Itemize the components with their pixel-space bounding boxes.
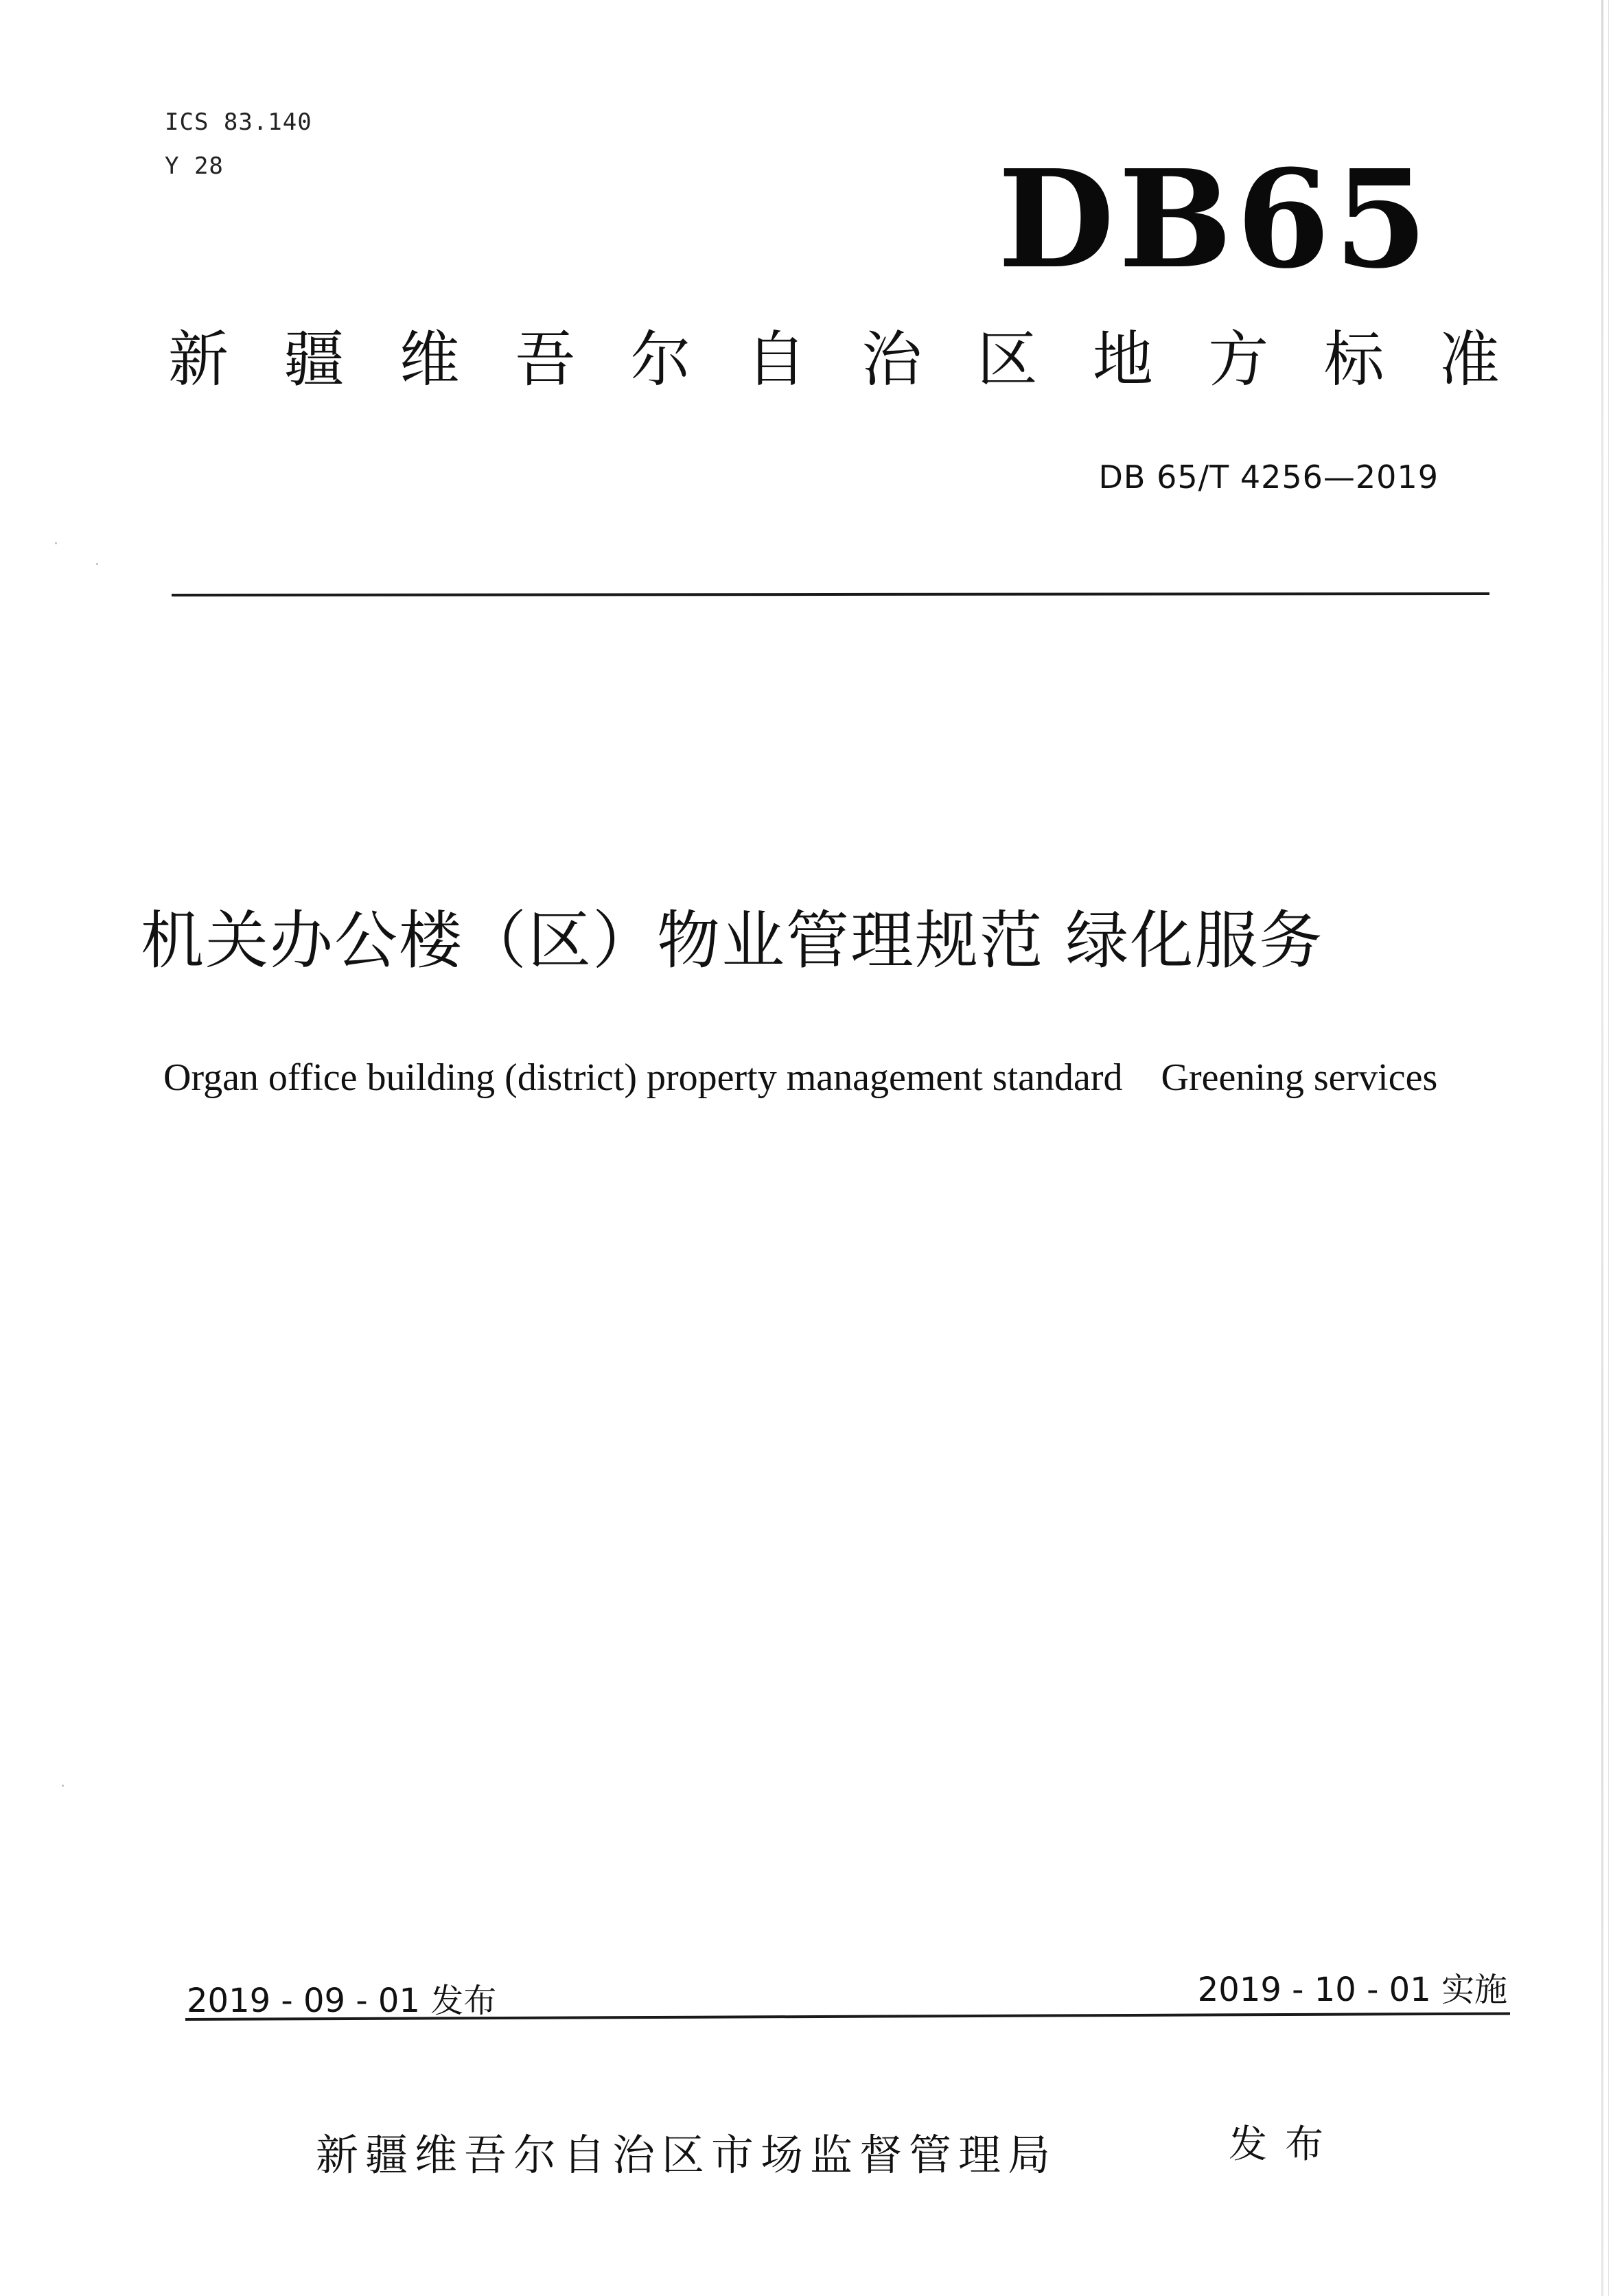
ics-code: ICS 83.140 <box>165 108 312 136</box>
standard-type-char: 尔 <box>630 324 691 395</box>
standard-logo: DB65 <box>997 141 1432 299</box>
title-english-main: Organ office building (district) property management standard <box>163 1056 1123 1099</box>
issue-date: 2019 - 09 - 01 发布 <box>187 1982 497 2020</box>
classification-code: Y 28 <box>165 152 224 180</box>
scan-edge-line <box>1608 0 1609 2296</box>
standard-type-char: 方 <box>1208 324 1269 395</box>
scan-speck <box>55 542 57 544</box>
implementation-date: 2019 - 10 - 01 实施 <box>1197 1971 1507 2009</box>
standard-type-char: 标 <box>1323 324 1384 395</box>
standard-type-char: 疆 <box>283 324 345 395</box>
scan-speck <box>96 563 98 565</box>
standard-type-char: 维 <box>399 324 460 395</box>
publish-label: 发布 <box>1229 2122 1341 2167</box>
standard-type-char: 区 <box>977 324 1038 395</box>
header-divider <box>172 592 1489 596</box>
title-english-sub: Greening services <box>1161 1056 1438 1099</box>
document-title-chinese: 机关办公楼（区）物业管理规范 绿化服务 <box>141 904 1324 977</box>
standard-number: DB 65/T 4256—2019 <box>1098 459 1439 496</box>
standard-type-char: 地 <box>1092 324 1153 395</box>
scan-speck <box>62 1785 64 1787</box>
scan-edge-shadow <box>1601 0 1603 2296</box>
standard-type-char: 新 <box>168 324 229 395</box>
standard-type-char: 治 <box>861 324 923 395</box>
publisher-name: 新疆维吾尔自治区市场监督管理局 <box>316 2130 1058 2180</box>
document-title-english <box>163 1056 1437 1100</box>
standard-type-char: 自 <box>745 324 807 395</box>
standard-type-char: 吾 <box>515 324 576 395</box>
standard-type-char: 准 <box>1439 324 1500 395</box>
standard-type-heading <box>168 324 1500 395</box>
